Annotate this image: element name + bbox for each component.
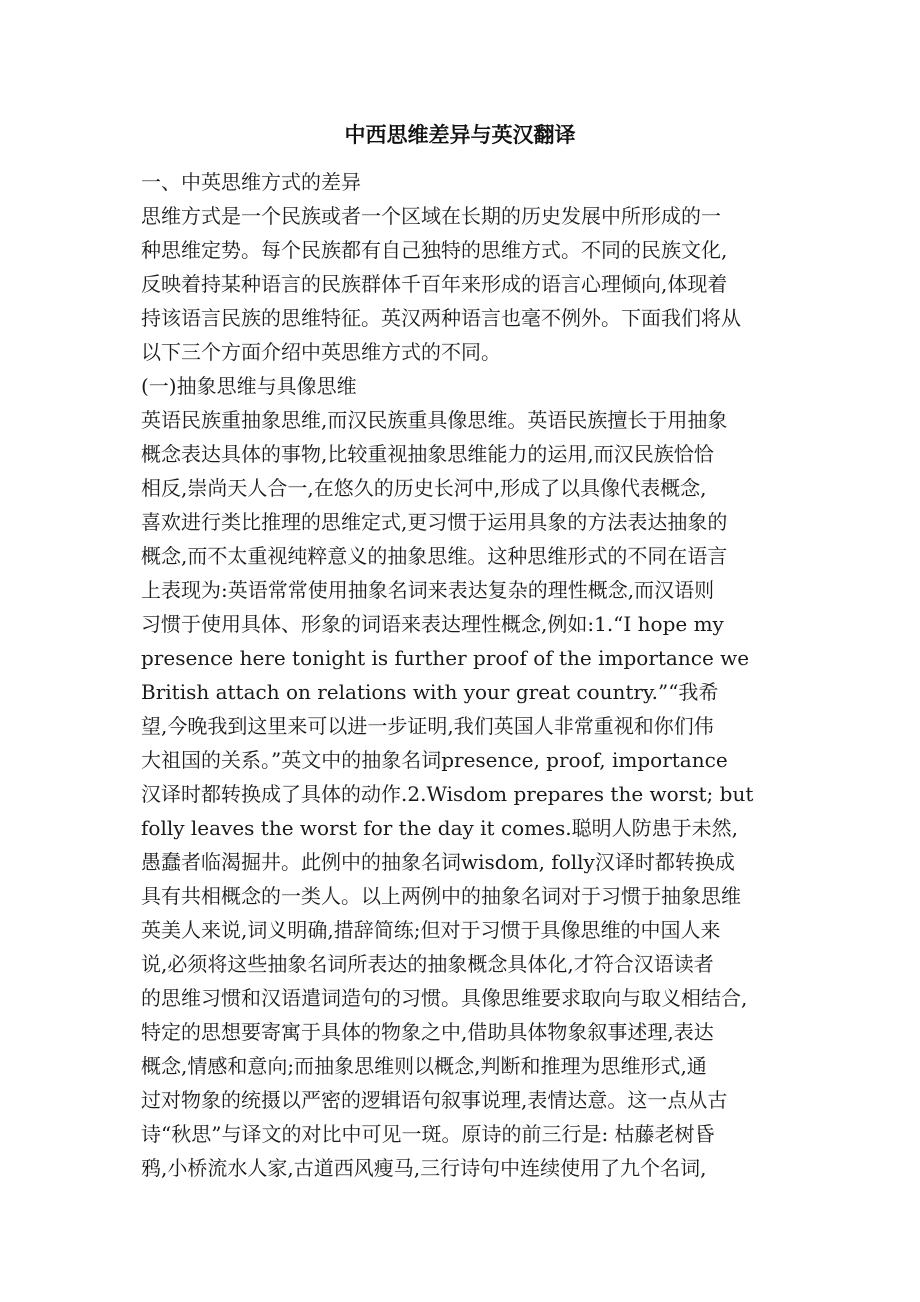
paragraph-line: 概念,情感和意向;而抽象思维则以概念,判断和推理为思维形式,通 [141, 1054, 707, 1078]
paragraph-line: 鸦,小桥流水人家,古道西风瘦马,三行诗句中连续使用了九个名词, [141, 1156, 707, 1180]
paragraph-line: presence here tonight is further proof of the importance we [141, 646, 750, 670]
document-body [141, 165, 791, 1185]
section-heading: 一、中英思维方式的差异 [141, 170, 361, 194]
paragraph-line: 具有共相概念的一类人。以上两例中的抽象名词对于习惯于抽象思维 [141, 884, 741, 908]
paragraph-line: 过对物象的统摄以严密的逻辑语句叙事说理,表情达意。这一点从古 [141, 1088, 728, 1112]
paragraph-line: 特定的思想要寄寓于具体的物象之中,借助具体物象叙事述理,表达 [141, 1020, 714, 1044]
paragraph-line: 望,今晚我到这里来可以进一步证明,我们英国人非常重视和你们伟 [141, 714, 714, 738]
paragraph-line: 的思维习惯和汉语遣词造句的习惯。具像思维要求取向与取义相结合, [141, 986, 748, 1010]
paragraph-line: 上表现为:英语常常使用抽象名词来表达复杂的理性概念,而汉语则 [141, 578, 715, 602]
paragraph-line: 说,必须将这些抽象名词所表达的抽象概念具体化,才符合汉语读者 [141, 952, 714, 976]
paragraph-line: 诗“秋思”与译文的对比中可见一斑。原诗的前三行是: 枯藤老树昏 [141, 1122, 715, 1146]
paragraph-line: 种思维定势。每个民族都有自己独特的思维方式。不同的民族文化, [141, 238, 728, 262]
document-title: 中西思维差异与英汉翻译 [344, 123, 576, 147]
paragraph-line: 相反,崇尚天人合一,在悠久的历史长河中,形成了以具像代表概念, [141, 476, 707, 500]
paragraph-line: 大祖国的关系。”英文中的抽象名词presence, proof, importance [141, 748, 728, 772]
paragraph-line: 英语民族重抽象思维,而汉民族重具像思维。英语民族擅长于用抽象 [141, 408, 728, 432]
paragraph-line: British attach on relations with your great country.”“我希 [141, 680, 719, 704]
paragraph-line: 英美人来说,词义明确,措辞简练;但对于习惯于具像思维的中国人来 [141, 918, 721, 942]
paragraph-line: 概念表达具体的事物,比较重视抽象思维能力的运用,而汉民族恰恰 [141, 442, 714, 466]
paragraph-line: folly leaves the worst for the day it comes.聪明人防患于未然, [141, 816, 738, 840]
paragraph-line: 思维方式是一个民族或者一个区域在长期的历史发展中所形成的一 [141, 204, 721, 228]
paragraph-line: 喜欢进行类比推理的思维定式,更习惯于运用具象的方法表达抽象的 [141, 510, 728, 534]
paragraph-line: 反映着持某种语言的民族群体千百年来形成的语言心理倾向,体现着 [141, 272, 728, 296]
paragraph-line: 汉译时都转换成了具体的动作.2.Wisdom prepares the worst; but [141, 782, 754, 806]
paragraph-line: 以下三个方面介绍中英思维方式的不同。 [141, 340, 501, 364]
paragraph-line: 习惯于使用具体、形象的词语来表达理性概念,例如:1.“I hope my [141, 612, 724, 636]
paragraph-line: 概念,而不太重视纯粹意义的抽象思维。这种思维形式的不同在语言 [141, 544, 728, 568]
paragraph-line: 愚蠢者临渴掘井。此例中的抽象名词wisdom, folly汉译时都转换成 [141, 850, 735, 874]
paragraph-line: 持该语言民族的思维特征。英汉两种语言也毫不例外。下面我们将从 [141, 306, 741, 330]
subsection-heading: (一)抽象思维与具像思维 [141, 374, 357, 398]
